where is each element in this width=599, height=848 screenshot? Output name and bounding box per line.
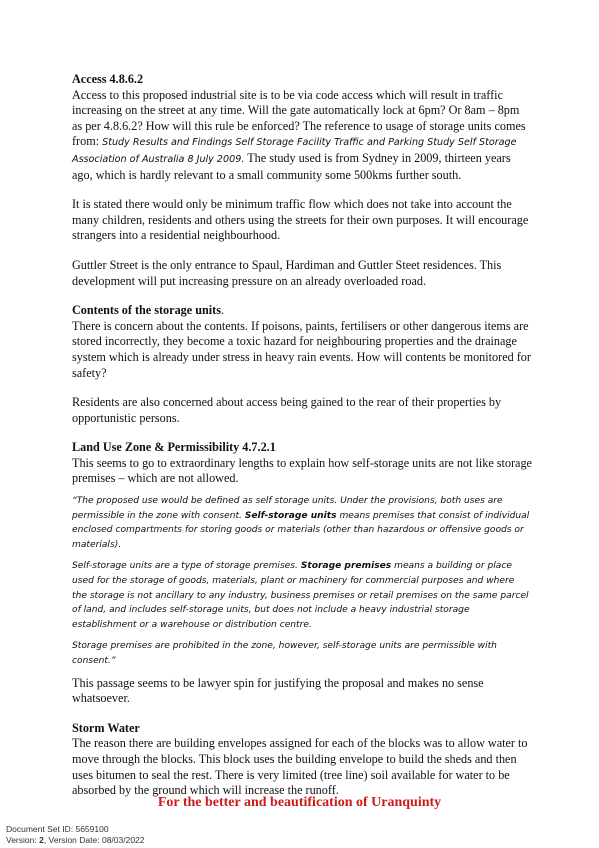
- docset-id: 5659100: [75, 824, 109, 834]
- access-paragraph-1-start: Access to this proposed industrial site is to be via code access which will result in traffic increasing on the street at any time. Will the gate automatically lock at 6pm? Or 8am – 8pm as per 4.8.6.2? How will this rule be enforced? The reference to usage of storage units comes from:: [72, 87, 526, 149]
- version-line: [6, 835, 145, 846]
- storm-paragraph-1: The reason there are building envelopes assigned for each of the blocks was to allow water to move through the blocks. This block uses the building envelope to build the sheds and then uses bitumen to seal the rest. There is very limited (tree line) soil available for water to be absorbed by the ground which will increase the runoff.: [72, 736, 528, 798]
- contents-paragraph-1: There is concern about the contents. If poisons, paints, fertilisers or other dangerous items are stored incorrectly, they become a toxic hazard for neighbouring properties and the drainage system which is already under stress in heavy rain events. How will contents be monitored for safety?: [72, 318, 531, 380]
- quote-1-text-a: “The proposed use would be defined as self storage units. Under the provisions, both uses are permissible in the zone with consent.: [72, 496, 503, 521]
- quote-paragraph-3: Storage premises are prohibited in the zone, however, self-storage units are permissible with consent.”: [72, 641, 497, 666]
- landuse-paragraph-2: This passage seems to be lawyer spin for justifying the proposal and makes no sense whatsoever.: [72, 675, 484, 706]
- quote-1-bold-term: Self-storage units: [244, 510, 337, 521]
- quote-2-text-b: means a building or place used for the storage of goods, materials, plant or machinery for commercial purposes and where the storage is not ancillary to any industry, business premises or retail premises on the same parcel of land, and includes self-storage units, but does not include a heavy industrial storage establishment or a warehouse or distribution centre.: [72, 561, 529, 630]
- footer-slogan: For the better and beautification of Uranquinty: [157, 795, 442, 810]
- document-metadata: [6, 824, 145, 846]
- quote-paragraph-2: [72, 559, 532, 632]
- contents-heading-period: .: [220, 303, 224, 318]
- access-paragraph-1-end: The study used is from Sydney in 2009, thirteen years ago, which is hardly relevant to a small community some 500kms further south.: [72, 150, 511, 182]
- section-heading-access: Access 4.8.6.2: [72, 72, 144, 86]
- study-reference: Study Results and Findings Self Storage Facility Traffic and Parking Study Self Storage Association of Australia 8 July 2009.: [72, 137, 517, 165]
- quote-2-text-a: Self-storage units are a type of storage premises.: [72, 561, 298, 572]
- section-heading-landuse: Land Use Zone & Permissibility 4.7.2.1: [72, 440, 276, 455]
- version-date-label: , Version Date:: [43, 835, 100, 845]
- access-paragraph-3: Guttler Street is the only entrance to Spaul, Hardiman and Guttler Steet residences. This development will put increasing pressure on an already overloaded road.: [72, 257, 502, 288]
- contents-heading-text: Contents of the storage units: [72, 303, 221, 318]
- quote-2-bold-term: Storage premises: [300, 561, 392, 572]
- landuse-paragraph-1: This seems to go to extraordinary lengths to explain how self-storage units are not like storage premises – which are not allowed.: [72, 455, 532, 486]
- version-date: 08/03/2022: [101, 835, 145, 845]
- access-paragraph-2: It is stated there would only be minimum traffic flow which does not take into account the many children, residents and others using the streets for their own purposes. It will encourage strangers into a residential neighbourhood.: [72, 197, 529, 243]
- docset-line: [6, 824, 145, 835]
- section-heading-storm: Storm Water: [72, 720, 140, 735]
- version-number: 2: [39, 835, 44, 845]
- docset-label: Document Set ID:: [6, 824, 74, 834]
- section-heading-contents: [72, 303, 532, 319]
- quote-paragraph-1: [72, 494, 532, 552]
- access-paragraph-1: [72, 88, 532, 184]
- document-body: [72, 72, 532, 799]
- quote-1-text-b: means premises that consist of individual enclosed compartments for storing goods or materials (other than hazardous or offensive goods or materials).: [72, 510, 530, 550]
- version-label: Version:: [6, 835, 37, 845]
- contents-paragraph-2: Residents are also concerned about access being gained to the rear of their properties by opportunistic persons.: [72, 395, 502, 425]
